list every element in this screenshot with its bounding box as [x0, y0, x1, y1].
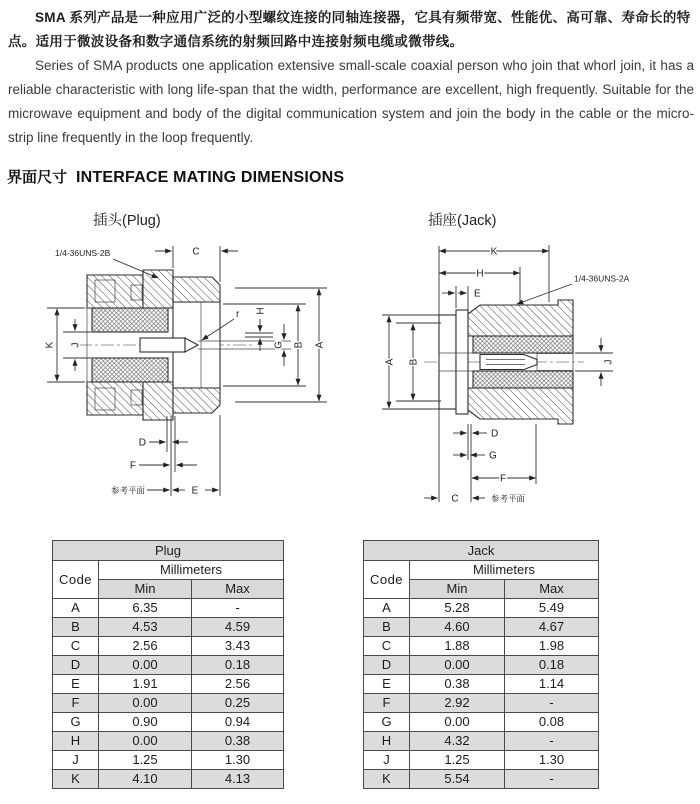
section-heading	[7, 166, 344, 187]
plug-diagram-title: 插头(Plug)	[93, 213, 161, 229]
jack-dim-label-g: G	[489, 450, 497, 462]
plug-dim-label-f: F	[129, 460, 136, 472]
code-cell: B	[53, 618, 99, 637]
min-cell: 2.92	[410, 694, 505, 713]
dimension-row-G	[364, 713, 599, 732]
jack-dim-label-c: C	[451, 493, 459, 505]
plug-min-header: Min	[99, 580, 192, 599]
min-cell: 0.00	[410, 713, 505, 732]
min-cell: 5.28	[410, 599, 505, 618]
jack-flange	[439, 315, 456, 409]
dimension-row-A	[53, 599, 284, 618]
jack-min-header: Min	[410, 580, 505, 599]
plug-dim-label-j: J	[70, 342, 82, 348]
dimension-row-K	[364, 770, 599, 789]
code-cell: H	[364, 732, 410, 751]
jack-dim-label-h: H	[476, 268, 484, 280]
jack-dim-d	[453, 424, 498, 502]
max-cell: 1.30	[192, 751, 284, 770]
max-cell: -	[505, 770, 599, 789]
plug-dim-f	[130, 461, 197, 472]
max-cell: 1.98	[505, 637, 599, 656]
max-cell: 2.56	[192, 675, 284, 694]
code-cell: J	[53, 751, 99, 770]
max-cell: 4.67	[505, 618, 599, 637]
max-cell: 0.18	[505, 656, 599, 675]
min-cell: 1.25	[99, 751, 192, 770]
jack-millimeters-header: Millimeters	[410, 561, 599, 580]
min-cell: 4.53	[99, 618, 192, 637]
code-cell: D	[364, 656, 410, 675]
plug-dimensions-table	[52, 540, 284, 789]
code-cell: E	[53, 675, 99, 694]
dimension-row-E	[53, 675, 284, 694]
jack-insulator-section	[473, 336, 573, 353]
max-cell: 0.94	[192, 713, 284, 732]
plug-insulator-section	[92, 308, 168, 332]
min-cell: 1.88	[410, 637, 505, 656]
code-cell: K	[364, 770, 410, 789]
code-cell: B	[364, 618, 410, 637]
jack-dim-label-e: E	[474, 288, 481, 300]
code-cell: E	[364, 675, 410, 694]
plug-code-header: Code	[53, 561, 99, 599]
min-cell: 0.00	[410, 656, 505, 675]
code-cell: C	[364, 637, 410, 656]
max-cell: 1.30	[505, 751, 599, 770]
code-cell: J	[364, 751, 410, 770]
jack-dim-label-b: B	[408, 358, 420, 366]
max-cell: -	[505, 694, 599, 713]
jack-dim-label-a: A	[384, 358, 396, 366]
jack-table-body	[364, 599, 599, 789]
jack-reference-plane-label: 参考平面	[491, 493, 526, 504]
dimension-row-D	[364, 656, 599, 675]
jack-code-header: Code	[364, 561, 410, 599]
dimension-row-A	[364, 599, 599, 618]
section-heading-en: INTERFACE MATING DIMENSIONS	[76, 169, 345, 186]
plug-dim-label-g: G	[273, 341, 285, 349]
dimension-row-F	[53, 694, 284, 713]
plug-dim-label-d: D	[138, 437, 146, 449]
jack-max-header: Max	[505, 580, 599, 599]
min-cell: 5.54	[410, 770, 505, 789]
plug-cross-section-diagram	[35, 240, 335, 530]
dimension-row-D	[53, 656, 284, 675]
intro-paragraph-en: Series of SMA products one application extensive small-scale coaxial person who join that whorl join, it has a reliable characteristic with long life-span that the width, performance are excellent, high frequently. Suitable for the microwave equipment and body of the digital communication system and join the body in the cable or the micro-strip line frequently in the loop frequently.	[8, 58, 694, 145]
code-cell: K	[53, 770, 99, 789]
max-cell: 0.25	[192, 694, 284, 713]
plug-max-header: Max	[192, 580, 284, 599]
min-cell: 1.91	[99, 675, 192, 694]
code-cell: A	[53, 599, 99, 618]
plug-dim-e	[111, 415, 220, 497]
min-cell: 6.35	[99, 599, 192, 618]
min-cell: 0.00	[99, 656, 192, 675]
dimension-row-G	[53, 713, 284, 732]
dimension-row-J	[53, 751, 284, 770]
code-cell: H	[53, 732, 99, 751]
plug-table-body	[53, 599, 284, 789]
intro-paragraph-zh: SMA 系列产品是一种应用广泛的小型螺纹连接的同轴连接器，它具有频带宽、性能优、高可靠、寿命长的特点。适用于微波设备和数字通信系统的射频回路中连接射频电缆或微带线。	[8, 10, 691, 49]
max-cell: -	[192, 599, 284, 618]
max-cell: 4.59	[192, 618, 284, 637]
jack-dim-label-d: D	[491, 428, 499, 440]
dimension-row-B	[53, 618, 284, 637]
max-cell: 4.13	[192, 770, 284, 789]
min-cell: 4.32	[410, 732, 505, 751]
max-cell: 0.38	[192, 732, 284, 751]
min-cell: 0.38	[410, 675, 505, 694]
plug-dim-label-a: A	[314, 341, 326, 349]
jack-socket-contact	[480, 355, 537, 370]
min-cell: 4.10	[99, 770, 192, 789]
jack-thread-callout	[517, 274, 630, 305]
plug-dim-g	[274, 324, 285, 366]
dimension-row-K	[53, 770, 284, 789]
dimension-row-C	[364, 637, 599, 656]
plug-dim-label-k: K	[44, 341, 56, 349]
section-heading-zh: 界面尺寸	[7, 169, 68, 186]
code-cell: G	[53, 713, 99, 732]
min-cell: 0.90	[99, 713, 192, 732]
code-cell: C	[53, 637, 99, 656]
jack-diagram-title: 插座(Jack)	[428, 213, 497, 229]
plug-reference-plane-label: 参考平面	[110, 485, 145, 496]
plug-dim-d	[139, 416, 188, 496]
plug-dim-label-h: H	[255, 307, 267, 315]
dimension-row-C	[53, 637, 284, 656]
jack-dim-label-f: F	[499, 473, 507, 485]
plug-dim-label-b: B	[293, 341, 305, 349]
code-cell: D	[53, 656, 99, 675]
min-cell: 1.25	[410, 751, 505, 770]
jack-dim-label-k: K	[490, 246, 498, 258]
plug-dim-label-r: r	[236, 309, 240, 320]
plug-dim-label-c: C	[192, 246, 200, 258]
code-cell: G	[364, 713, 410, 732]
dimension-row-H	[53, 732, 284, 751]
max-cell: 3.43	[192, 637, 284, 656]
min-cell: 0.00	[99, 732, 192, 751]
max-cell: 0.18	[192, 656, 284, 675]
max-cell: 0.08	[505, 713, 599, 732]
jack-dim-g	[453, 451, 497, 462]
code-cell: F	[53, 694, 99, 713]
max-cell: -	[505, 732, 599, 751]
jack-table-title: Jack	[364, 541, 599, 561]
code-cell: A	[364, 599, 410, 618]
min-cell: 4.60	[410, 618, 505, 637]
dimension-row-J	[364, 751, 599, 770]
min-cell: 0.00	[99, 694, 192, 713]
max-cell: 1.14	[505, 675, 599, 694]
plug-body	[79, 270, 291, 420]
plug-table-title: Plug	[53, 541, 284, 561]
jack-dimensions-table	[363, 540, 599, 789]
jack-thread-label: 1/4-36UNS-2A	[574, 273, 630, 284]
max-cell: 5.49	[505, 599, 599, 618]
plug-center-pin	[140, 338, 185, 352]
min-cell: 2.56	[99, 637, 192, 656]
plug-millimeters-header: Millimeters	[99, 561, 284, 580]
dimension-row-H	[364, 732, 599, 751]
dimension-row-F	[364, 694, 599, 713]
jack-body	[424, 300, 584, 424]
code-cell: F	[364, 694, 410, 713]
jack-cross-section-diagram	[368, 240, 688, 530]
plug-dim-label-e: E	[191, 485, 199, 497]
jack-dim-label-j: J	[603, 359, 615, 365]
dimension-row-B	[364, 618, 599, 637]
plug-thread-label: 1/4-36UNS-2B	[55, 248, 111, 258]
plug-dim-h	[245, 307, 273, 351]
dimension-row-E	[364, 675, 599, 694]
